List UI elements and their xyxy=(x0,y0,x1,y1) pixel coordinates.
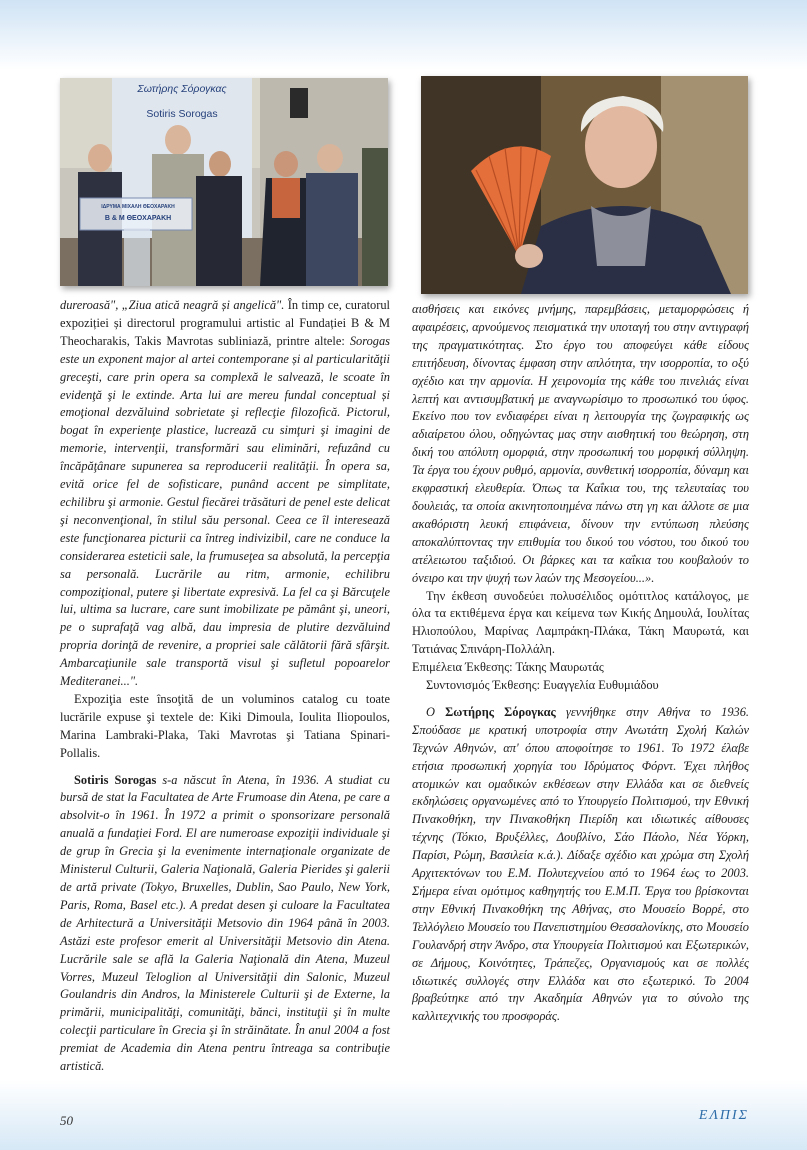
coordinator-credit: Συντονισμός Έκθεσης: Ευαγγελία Ευθυμιάδου xyxy=(426,678,659,693)
greek-quote-paragraph xyxy=(412,301,749,588)
greek-text-column xyxy=(412,301,749,1026)
curator-quote: Sorogas este un exponent major al artei contemporane și al particularităţii greceşti, care prin opera sa complexă le salvează, le scoate în evidenţă şi le extinde. Arta lui are mereu fundal conceptual și emoţional dezvăluind sobrietate şi reflecţie filozofică. Pictorul, bogat în experienţe plastice, lucrează cu simţuri şi imagini de memorie, intervenţii, transformări sau eliminări, refuzând cu încăpăţânare supunerea sa reproducerii realităţii. În opera sa, evită orice fel de sofisticare, punând accent pe simplitate, echilibru şi armonie. Gestul fiecărei trăsături de penel este delicat şi neconvenţional, în stilul său personal. Ceea ce îl interesează este funcţionarea picturii ca întreg indivizibil, care ne conduce la considerarea esteticii sale, la frumuseţea sa absolută, la percepţia sa personală. Lucrările au ritm, armonie, echilibru compoziţional, putere şi libertate expresivă. La fel ca şi Bărcuţele lui, ultima sa lucrare, care sunt imobilizate pe pământ şi, uneori, pe o suprafaţă vag albă, dau impresia de plutire dezvăluind propria dorinţă de revenire, a propriei sale călătorii fără sfârşit. Ambarcaţiunile sale transportă visul şi sufletul popoarelor Mediteranei...". xyxy=(60,333,390,689)
page-number: 50 xyxy=(60,1113,73,1128)
greek-catalog-paragraph: Την έκθεση συνοδεύει πολυσέλιδος ομότιτλος κατάλογος, με όλα τα εκτιθέμενα έργα και κείμενα των Κικής Δημουλά, Ιουλίτας Ηλιοπούλου, Μαρίνας Λαμπράκη-Πλάκα, Τάκη Μαυρωτά, και Τατιάνας Σπινάρη-Πολλάλη. xyxy=(412,588,749,657)
greek-artist-name-bold: Σωτήρης Σόρογκας xyxy=(445,704,556,719)
magazine-name: ΕΛΠΙΣ xyxy=(698,1108,749,1123)
greek-biography-paragraph xyxy=(412,704,749,1026)
podium-foundation-logo-text: B & M ΘΕΟΧΑΡΑΚΗ xyxy=(104,215,172,222)
artist-biography-text: s-a născut în Atena, în 1936. A studiat cu bursă de stat la Facultatea de Arte Frumoase din Atena, pe care a absolvit-o în 1961. În 1972 a primit o sponsorizare personală anuală a fundaţiei Ford. El are numeroase expoziţii individuale şi de grup în Grecia şi la evenimente internaţionale organizate de Ministerul Culturii, Galeria Naţională, Galeria Pierides şi galerii de artă private (Tokyo, Bruxelles, Dublin, Sao Paulo, New York, Paris, Roma, Basel etc.). A predat desen şi culoare la Facultatea de Arhitectură a Universităţii Metsovio din 1964 până în 2003. Astăzi este profesor emerit al Universităţii Metsovio din Atena. Lucrările sale se află la Galeria Naţională din Atena, Muzeul Vorres, Muzeul Teloglion al Universităţii din Salonic, Muzeul Goulandris din Andros, la Ministerele Culturii şi de Externe, la primării, municipalităţi, comunităţi, bănci, instituţii şi în multe colecţii particulare în Grecia şi în străinătate. În anul 2004 a fost premiat de Academia din Atena pentru întreaga sa contribuţie artistică. xyxy=(60,772,390,1074)
greek-biography-text: γεννήθηκε στην Αθήνα το 1936. Σπούδασε με κρατική υποτροφία στην Ανωτάτη Σχολή Καλών Τεχνών Αθηνών, απ' όπου αποφοίτησε το 1961. Το 1972 έλαβε ετήσια προσωπική χορηγία του Ιδρύματος Φόρντ. Έχει πλήθος ατομικών και ομαδικών εκθέσεων στην Ελλάδα και σε διεθνείς εκδηλώσεις οργανωμένες από το Υπουργείο Πολιτισμού, την Εθνική Πινακοθήκη, την Πινακοθήκη Πιερίδη και ιδιωτικές αίθουσες τέχνης (Τόκιο, Βρυξέλλες, Δουβλίνο, Σάο Πάολο, Νέα Υόρκη, Παρίσι, Ρώμη, Βασιλεία κ.ά.). Δίδαξε σχέδιο και χρώμα στη Σχολή Αρχιτεκτόνων του Ε.Μ. Πολυτεχνείου από το 1964 έως το 2003. Σήμερα είναι ομότιμος καθηγητής του Ε.Μ.Π. Έργα του βρίσκονται στην Εθνική Πινακοθήκη της Αθήνας, στο Μουσείο Βορρέ, στο Τελλόγλειο Μουσείο του Πανεπιστημίου Θεσσαλονίκης, στο Μουσείο Γουλανδρή στην Άνδρο, στα Υπουργεία Πολιτισμού και Εξωτερικών, σε Δήμους, Κοινότητες, Τράπεζες, Οργανισμούς και σε πολλές ιδιωτικές συλλογές στην Ελλάδα και στο εξωτερικό. Το 2004 βραβεύτηκε από την Ακαδημία Αθηνών για το σύνολο της καλλιτεχνικής του προσφοράς. xyxy=(412,704,750,1024)
quote-continuation-paragraph xyxy=(60,297,390,691)
catalog-paragraph: Expoziţia este însoţită de un voluminos catalog cu toate lucrările expuse şi textele de: Kiki Dimoula, Ioulita Iliopoulos, Marina Lambraki-Plaka, Taki Mavrotas şi Tatiana Spinari-Pollalis. xyxy=(60,691,390,760)
romanian-text-column xyxy=(60,297,390,1076)
podium-foundation-name: ΙΔΡΥΜΑ ΜΙΧΑΛΗ ΘΕΟΧΑΡΑΚΗ xyxy=(101,204,175,210)
curator-credit: Επιμέλεια Έκθεσης: Τάκης Μαυρωτάς xyxy=(412,660,604,675)
photo-woman-with-fan xyxy=(421,76,748,294)
quote-tail: dureroasă", „Ziua atică neagră și angelică". xyxy=(60,298,285,312)
bio-prefix: Ο xyxy=(426,704,446,719)
banner-greek-name: Σωτήρης Σόρογκας xyxy=(137,83,227,95)
greek-quote-text: αισθήσεις και εικόνες μνήμης, παρεμβάσεις, μεταμορφώσεις ή αφαιρέσεις, αρνούμενος πεισματικά την υποταγή του στην αντιγραφή της πραγματικότητας. Στο έργο του αποφεύγει κάθε είδους επιτήδευση, δίνοντας έμφαση στην απλότητα, την ισορροπία, το οξύ σχέδιο και την αρμονία. Η χειρονομία της κάθε του πινελιάς είναι λεπτή και αντισυμβατική με αναγνωρίσιμο το προσωπικό του ύφος. Εκείνο που τον ενδιαφέρει είναι η λειτουργία της ζωγραφικής ως αδιαίρετου όλου, οδηγώντας μας στην αισθητική του θεώρηση, στη δική του απόλυτη ομορφιά, στην προσωπική του μορφική σύλληψη. Τα έργα του έχουν ρυθμό, αρμονία, συνθετική ισορροπία, δύναμη και εκφραστική ελευθερία. Όπως τα Καΐκια του, της τελευταίας του δουλειάς, τα οποία ακινητοποιημένα πάνω στη γη και άλλοτε σε μια ακαθόριστη λευκή επιφάνεια, δίνουν την εντύπωση πλεύσης αποκαλύπτοντας την επιθυμία του δικού του νόστου, του δικού του ατέλειωτου ταξιδιού. Οι βάρκες και τα καΐκια του κουβαλούν το όνειρο και την ψυχή των λαών της Μεσογείου...». xyxy=(412,302,749,585)
curator-intro: În timp ce, curatorul expoziției și directorul programului artistic al Fundației B & M Theocharakis, Takis Mavrotas subliniază, printre altele: xyxy=(60,298,391,348)
artist-biography-paragraph xyxy=(60,772,390,1076)
artist-name-bold: Sotiris Sorogas xyxy=(74,772,157,787)
banner-latin-name: Sotiris Sorogas xyxy=(146,108,218,120)
photo-exhibition-opening xyxy=(60,78,388,286)
